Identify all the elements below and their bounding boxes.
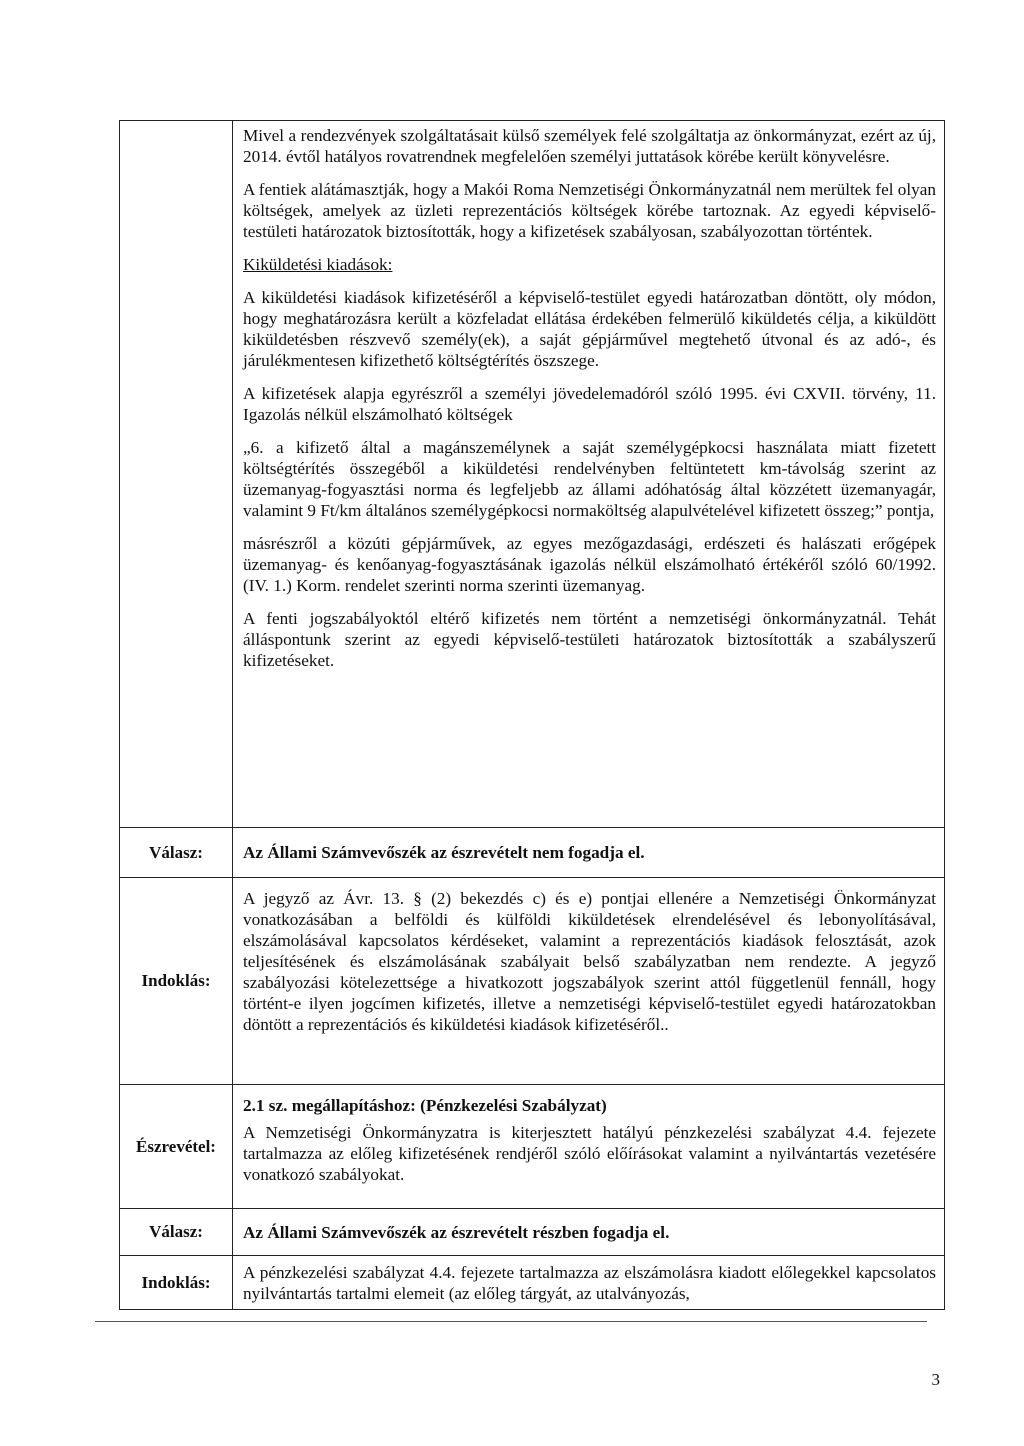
row-justification <box>120 878 945 1085</box>
label-indoklas: Indoklás: <box>120 878 233 1085</box>
row-content <box>233 121 945 828</box>
paragraph: A pénzkezelési szabályzat 4.4. fejezete tartalmazza az elszámolásra kiadott előlegekkel kapcsolatos nyilvántartás tartalmi elemeit (az előleg tárgyát, az utalványozás, <box>243 1263 936 1303</box>
row-content <box>233 1256 945 1310</box>
row-justification <box>120 1256 945 1310</box>
row-continuation <box>120 121 945 828</box>
paragraph: A Nemzetiségi Önkormányzatra is kiterjesztett hatályú pénzkezelési szabályzat 4.4. fejezete tartalmazza az előleg kifizetésének rendjéről szóló előírásokat valamint a nyilvántartás vezetésére vonatkozó szabályokat. <box>243 1123 936 1184</box>
label-indoklas: Indoklás: <box>120 1256 233 1310</box>
label-valasz: Válasz: <box>120 828 233 878</box>
paragraph: A fenti jogszabályoktól eltérő kifizetés nem történt a nemzetiségi önkormányzatnál. Tehát álláspontunk szerint az egyedi képviselő-testületi határozatok biztosították a szabályszerű kifizetéseket. <box>243 609 936 670</box>
row-answer <box>120 1209 945 1256</box>
label-valasz: Válasz: <box>120 1209 233 1256</box>
paragraph: A fentiek alátámasztják, hogy a Makói Roma Nemzetiségi Önkormányzatnál nem merültek fel olyan költségek, amelyek az üzleti reprezentációs költségek körébe tartoznak. Az egyedi képviselő-testületi határozatok biztosították, hogy a kifizetések szabályosan, szabályozottan történtek. <box>243 180 936 241</box>
paragraph: másrészről a közúti gépjárművek, az egyes mezőgazdasági, erdészeti és halászati erőgépek üzemanyag- és kenőanyag-fogyasztásának igazolás nélkül elszámolható értékéről szóló 60/1992. (IV. 1.) Korm. rendelet szerinti norma szerinti üzemanyag. <box>243 534 936 595</box>
answer-text: Az Állami Számvevőszék az észrevételt részben fogadja el. <box>243 1222 670 1242</box>
row-content <box>233 878 945 1085</box>
section-heading: Kiküldetési kiadások: <box>243 255 393 274</box>
footer-divider <box>95 1321 927 1322</box>
answer-text: Az Állami Számvevőszék az észrevételt nem fogadja el. <box>243 843 645 862</box>
paragraph: A kiküldetési kiadások kifizetéséről a képviselő-testület egyedi határozatban döntött, oly módon, hogy meghatározásra került a közfeladat ellátása érdekében felmerülő kiküldetés célja, a kiküldött kiküldetésben részvevő személy(ek), a saját gépjárművel megtehető útvonal és az adó-, és járulékmentesen kifizethető költségtérítés öszszege. <box>243 288 936 370</box>
paragraph: Mivel a rendezvények szolgáltatásait külső személyek felé szolgáltatja az önkormányzat, ezért az új, 2014. évtől hatályos rovatrendnek megfelelően személyi juttatások körébe került könyvelésre. <box>243 126 936 166</box>
document-table <box>119 120 945 1310</box>
row-content <box>233 828 945 878</box>
row-answer <box>120 828 945 878</box>
page-number: 3 <box>931 1370 940 1389</box>
paragraph: A kifizetések alapja egyrészről a személyi jövedelemadóról szóló 1995. évi CXVII. törvény, 11. Igazolás nélkül elszámolható költségek <box>243 384 936 424</box>
row-label-empty <box>120 121 233 828</box>
row-observation <box>120 1085 945 1209</box>
quote-paragraph: „6. a kifizető által a magánszemélynek a saját személygépkocsi használata miatt fizetett költségtérítés összegéből a kiküldetési rendelvényben feltüntetett km-távolság szerint az üzemanyag-fogyasztási norma és legfeljebb az állami adóhatóság által közzétett üzemanyagár, valamint 9 Ft/km általános személygépkocsi normaköltség alapulvételével kifizetett összeg;” pontja, <box>243 438 936 520</box>
row-content <box>233 1209 945 1256</box>
row-content <box>233 1085 945 1209</box>
observation-heading: 2.1 sz. megállapításhoz: (Pénzkezelési Szabályzat) <box>243 1096 607 1115</box>
paragraph: A jegyző az Ávr. 13. § (2) bekezdés c) és e) pontjai ellenére a Nemzetiségi Önkormányzat vonatkozásában a belföldi és külföldi kiküldetések elrendelésével és lebonyolításával, elszámolásával kapcsolatos kérdéseket, valamint a reprezentációs kiadások felosztását, azok teljesítésének és elszámolásának szabályait belső szabályzatban nem rendezte. A jegyző szabályozási kötelezettsége a hivatkozott jogszabályok szerint attól függetlenül fennáll, hogy történt-e ilyen jogcímen kifizetés, illetve a nemzetiségi képviselő-testület egyedi határozatokban döntött a reprezentációs és kiküldetési kiadások kifizetéséről.. <box>243 889 936 1034</box>
label-eszrevetel: Észrevétel: <box>120 1085 233 1209</box>
